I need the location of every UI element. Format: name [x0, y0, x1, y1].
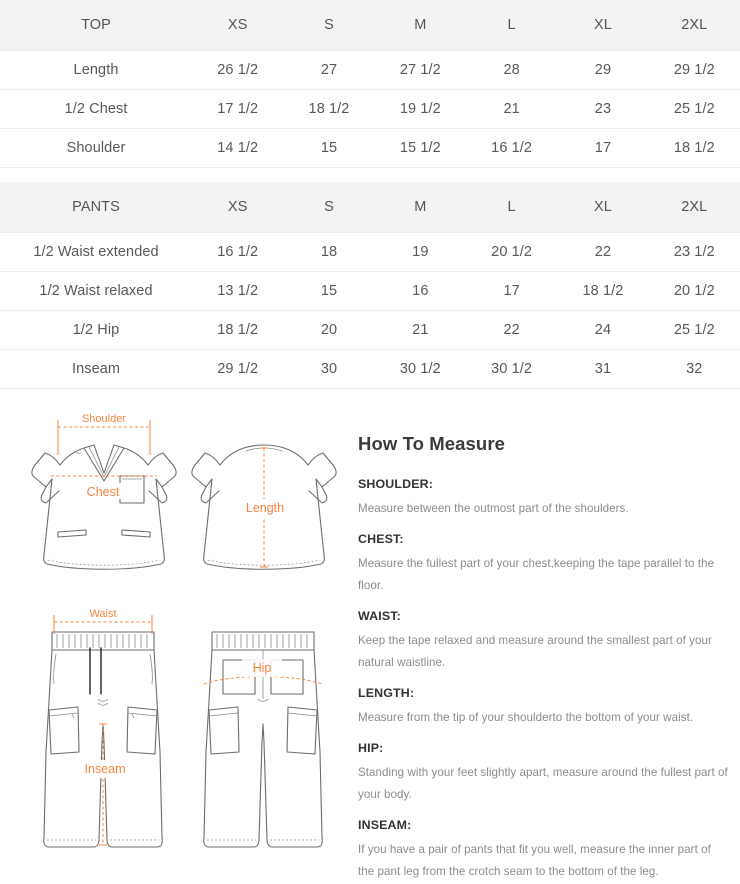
hip-label: Hip — [252, 661, 272, 675]
table-header-row — [0, 182, 740, 233]
waist-label: Waist — [89, 608, 117, 620]
measure-block-hip — [358, 741, 730, 807]
column-header-category: PANTS — [0, 182, 192, 233]
cell-xl: 23 — [557, 90, 648, 129]
measure-desc-chest: Measure the fullest part of your chest,keeping the tape parallel to the floor. — [358, 556, 715, 593]
scrub-pants-diagram — [18, 602, 348, 872]
length-label: Length — [245, 501, 285, 515]
measure-block-shoulder — [358, 477, 730, 521]
cell-l: 17 — [466, 272, 557, 311]
row-label: 1/2 Waist relaxed — [0, 272, 192, 311]
cell-xl: 29 — [557, 51, 648, 90]
cell-xs: 26 1/2 — [192, 51, 283, 90]
measure-desc-hip: Standing with your feet slightly apart, measure around the fullest part of your body. — [358, 765, 728, 802]
pants-size-table — [0, 182, 740, 389]
chest-annotation — [51, 476, 157, 499]
measure-term-length: LENGTH: — [358, 685, 415, 700]
column-header-xs: XS — [192, 182, 283, 233]
table-row — [0, 51, 740, 90]
cell-xl: 22 — [557, 233, 648, 272]
how-to-measure-title: How To Measure — [358, 433, 506, 454]
cell-l: 16 1/2 — [466, 129, 557, 168]
scrub-top-front-illustration — [32, 445, 176, 569]
garment-diagrams — [0, 407, 350, 872]
cell-s: 27 — [283, 51, 374, 90]
row-label: Shoulder — [0, 129, 192, 168]
cell-2xl: 18 1/2 — [649, 129, 740, 168]
column-header-s: S — [283, 0, 374, 51]
measure-block-chest — [358, 532, 730, 598]
cell-m: 27 1/2 — [375, 51, 466, 90]
measure-block-inseam — [358, 818, 730, 884]
measure-term-hip: HIP: — [358, 740, 384, 755]
cell-xs: 18 1/2 — [192, 311, 283, 350]
cell-2xl: 32 — [649, 350, 740, 389]
table-row — [0, 311, 740, 350]
measure-block-waist — [358, 609, 730, 675]
table-row — [0, 272, 740, 311]
table-row — [0, 129, 740, 168]
table-row — [0, 90, 740, 129]
measurement-guide-section — [0, 389, 740, 884]
row-label: Length — [0, 51, 192, 90]
cell-s: 20 — [283, 311, 374, 350]
measure-desc-shoulder: Measure between the outmost part of the shoulders. — [358, 502, 629, 515]
row-label: 1/2 Waist extended — [0, 233, 192, 272]
scrub-top-diagram — [18, 407, 348, 592]
cell-2xl: 25 1/2 — [649, 90, 740, 129]
inseam-label: Inseam — [84, 762, 126, 776]
cell-s: 18 1/2 — [283, 90, 374, 129]
cell-s: 15 — [283, 272, 374, 311]
cell-m: 19 — [375, 233, 466, 272]
column-header-category: TOP — [0, 0, 192, 51]
cell-m: 21 — [375, 311, 466, 350]
cell-2xl: 20 1/2 — [649, 272, 740, 311]
table-spacer — [0, 168, 740, 182]
column-header-xs: XS — [192, 0, 283, 51]
cell-xl: 17 — [557, 129, 648, 168]
table-row — [0, 350, 740, 389]
column-header-l: L — [466, 182, 557, 233]
cell-s: 18 — [283, 233, 374, 272]
measure-term-waist: WAIST: — [358, 608, 401, 623]
cell-l: 28 — [466, 51, 557, 90]
column-header-m: M — [375, 0, 466, 51]
cell-m: 16 — [375, 272, 466, 311]
waist-annotation — [54, 605, 152, 634]
measure-term-inseam: INSEAM: — [358, 817, 412, 832]
row-label: Inseam — [0, 350, 192, 389]
cell-xl: 18 1/2 — [557, 272, 648, 311]
table-header-row — [0, 0, 740, 51]
shoulder-annotation — [58, 411, 150, 455]
cell-xl: 24 — [557, 311, 648, 350]
length-annotation — [240, 448, 290, 567]
cell-2xl: 23 1/2 — [649, 233, 740, 272]
cell-l: 22 — [466, 311, 557, 350]
chest-label: Chest — [86, 485, 120, 499]
row-label: 1/2 Hip — [0, 311, 192, 350]
measure-term-shoulder: SHOULDER: — [358, 477, 434, 491]
how-to-measure-panel — [350, 407, 740, 884]
top-size-table — [0, 0, 740, 168]
cell-m: 30 1/2 — [375, 350, 466, 389]
cell-2xl: 29 1/2 — [649, 51, 740, 90]
measure-desc-waist: Keep the tape relaxed and measure around the smallest part of your natural waistline. — [358, 633, 712, 670]
cell-s: 30 — [283, 350, 374, 389]
measure-desc-inseam: If you have a pair of pants that fit you well, measure the inner part of the pant leg from the crotch seam to the bottom of the leg. — [358, 842, 711, 879]
cell-l: 21 — [466, 90, 557, 129]
cell-xs: 29 1/2 — [192, 350, 283, 389]
cell-xs: 17 1/2 — [192, 90, 283, 129]
cell-s: 15 — [283, 129, 374, 168]
column-header-2xl: 2XL — [649, 0, 740, 51]
measure-term-chest: CHEST: — [358, 531, 404, 546]
cell-xs: 13 1/2 — [192, 272, 283, 311]
column-header-xl: XL — [557, 0, 648, 51]
cell-m: 19 1/2 — [375, 90, 466, 129]
column-header-m: M — [375, 182, 466, 233]
column-header-s: S — [283, 182, 374, 233]
measure-block-length — [358, 686, 730, 730]
measure-desc-length: Measure from the tip of your shoulderto the bottom of your waist. — [358, 710, 694, 724]
cell-2xl: 25 1/2 — [649, 311, 740, 350]
shoulder-label: Shoulder — [81, 413, 127, 425]
cell-xs: 14 1/2 — [192, 129, 283, 168]
cell-m: 15 1/2 — [375, 129, 466, 168]
cell-l: 30 1/2 — [466, 350, 557, 389]
table-row — [0, 233, 740, 272]
row-label: 1/2 Chest — [0, 90, 192, 129]
column-header-2xl: 2XL — [649, 182, 740, 233]
column-header-l: L — [466, 0, 557, 51]
column-header-xl: XL — [557, 182, 648, 233]
cell-xs: 16 1/2 — [192, 233, 283, 272]
cell-l: 20 1/2 — [466, 233, 557, 272]
cell-xl: 31 — [557, 350, 648, 389]
